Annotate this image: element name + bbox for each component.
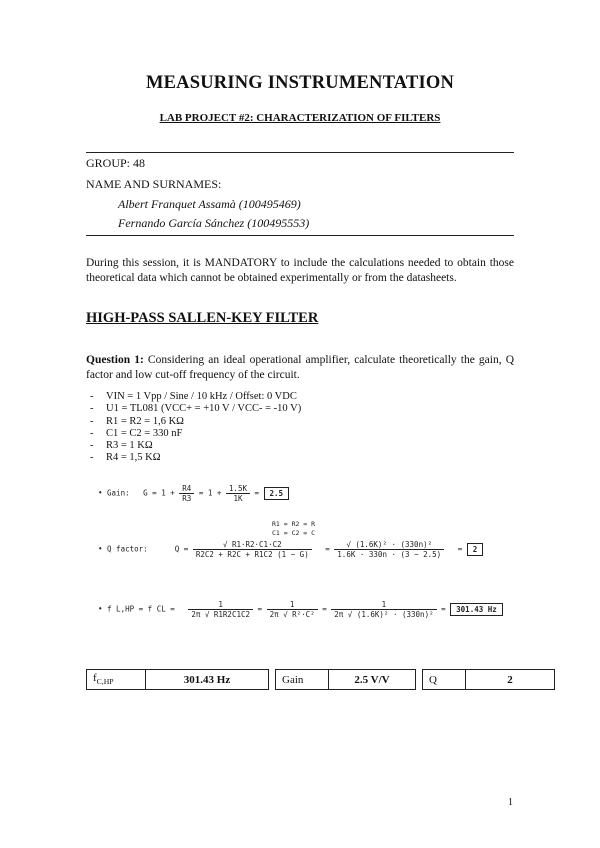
list-item: - R3 = 1 KΩ: [90, 440, 301, 452]
f-eq-2: =: [322, 604, 327, 614]
list-item: - R1 = R2 = 1,6 KΩ: [90, 416, 301, 428]
question-text: Considering an ideal operational amplifier, calculate theoretically the gain, Q factor and low cut-off frequency of the circuit.: [86, 354, 515, 381]
f-fraction-1: $\frac{1}{2\pi √ R1R2C1C2}$: [188, 600, 253, 619]
member-2: Fernando García Sánchez (100495553): [118, 216, 310, 230]
q-result-box: 2: [467, 543, 484, 556]
list-item: - C1 = C2 = 330 nF: [90, 428, 301, 440]
assumption-note: R1 = R2 = R C1 = C2 = C: [272, 520, 316, 537]
gain-label: • Gain:: [98, 488, 130, 498]
section-title: HIGH-PASS SALLEN-KEY FILTER: [86, 310, 319, 326]
document-title: MEASURING INSTRUMENTATION: [145, 73, 455, 93]
f-fraction-2: $\frac{1}{\text{2π √ R²·C²}}$: [267, 600, 318, 619]
gain-fraction-1: $\frac{R4}{R3}$: [179, 484, 194, 503]
member-1: Albert Franquet Assamà (100495469): [118, 197, 301, 211]
f-fraction-3: $\frac{1}{\text{2π √ (1.6K)² · (330n)²}}$: [331, 600, 436, 619]
top-divider: [86, 152, 514, 153]
gain-result-box: 2.5: [264, 487, 290, 500]
gain-eq-2: =: [254, 488, 260, 498]
q-eq: =: [325, 544, 330, 554]
q-label: • Q factor:: [98, 544, 148, 554]
q-label-cell: Q: [423, 670, 466, 690]
gain-calculation: [98, 484, 289, 503]
q-eq-2: =: [457, 544, 463, 554]
results-table: [86, 669, 555, 690]
f-label: • f L,HP = f CL =: [98, 604, 175, 614]
gain-eq: = 1 +: [198, 488, 222, 498]
gain-fraction-2: $\frac{1.5K}{1K}$: [226, 484, 250, 503]
fc-label-cell: $f_{C,HP}$: [87, 670, 146, 690]
f-result-box: 301.43 Hz: [450, 603, 503, 616]
q-calculation: [98, 540, 483, 559]
question-label: Question 1:: [86, 354, 144, 366]
fc-value-cell: 301.43 Hz: [146, 670, 269, 690]
gain-label-cell: Gain: [276, 670, 329, 690]
frequency-calculation: [98, 600, 503, 619]
q-value-cell: 2: [466, 670, 555, 690]
list-item: - VIN = 1 Vpp / Sine / 10 kHz / Offset: 0 VDC: [90, 391, 301, 403]
gain-value-cell: 2.5 V/V: [329, 670, 416, 690]
group-label: GROUP: 48: [86, 156, 146, 170]
f-eq-3: =: [441, 604, 446, 614]
list-item: - R4 = 1,5 KΩ: [90, 452, 301, 464]
parameter-list: [90, 391, 301, 465]
q-fraction-2: $\frac{\text{√ (1.6K)² · (330n)²}}{1.6K \cdot 330n \cdot (3 - 2.5)}$: [334, 540, 444, 559]
gain-expr: G = 1 +: [143, 488, 175, 498]
q-lhs: Q =: [174, 544, 189, 554]
document-subtitle: LAB PROJECT #2: CHARACTERIZATION OF FILTERS: [159, 112, 441, 124]
page-number: 1: [508, 797, 513, 808]
question-1: [86, 353, 514, 383]
q-fraction-1: $\frac{√ R1\cdot R2\cdot C1\cdot C2}{R2C2 + R2C + R1C2 (1 - G)}$: [193, 540, 312, 559]
names-label: NAME AND SURNAMES:: [86, 177, 222, 191]
bottom-divider: [86, 235, 514, 236]
results-table-wrapper: [86, 669, 555, 690]
f-eq: =: [257, 604, 263, 614]
table-row: [87, 670, 555, 690]
list-item: - U1 = TL081 (VCC+ = +10 V / VCC- = -10 V): [90, 403, 301, 415]
intro-paragraph: During this session, it is MANDATORY to include the calculations needed to obtain those theoretical data which cannot be obtained experimentally or from the datasheets.: [86, 257, 514, 284]
